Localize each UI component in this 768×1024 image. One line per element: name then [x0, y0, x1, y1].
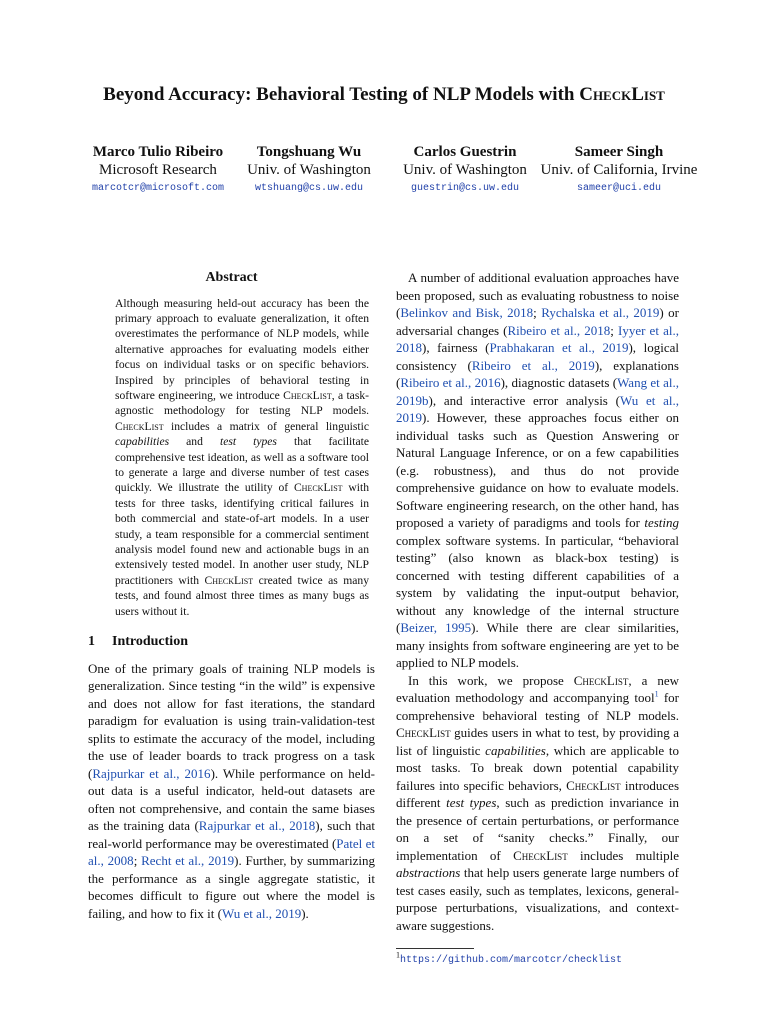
author-affiliation: Univ. of Washington — [247, 162, 371, 178]
left-column — [88, 269, 375, 922]
author-block-1 — [84, 144, 232, 198]
author-name: Tongshuang Wu — [256, 144, 362, 160]
citation-link[interactable]: Rajpurkar et al., 2018 — [198, 818, 316, 834]
author-block-2 — [238, 144, 380, 198]
abstract-heading: Abstract — [205, 270, 258, 285]
footnote-divider — [396, 948, 474, 949]
section-number: 1 — [88, 634, 95, 650]
citation-link[interactable]: Wang et al., 2019b — [396, 375, 679, 408]
author-block-4 — [534, 144, 704, 198]
citation-link[interactable]: Rajpurkar et al., 2016 — [92, 765, 211, 781]
citation-link[interactable]: Patel et al., 2008 — [88, 835, 375, 869]
footnote-url-link[interactable]: https://github.com/marcotcr/checklist — [400, 955, 623, 966]
intro-paragraph-3: In this work, we propose CheckList, a new evaluation methodology and accompanying tool$^1$ for comprehensive behavioral testing of NLP models. CheckList guides users in what to test, by providing a list of linguistic capabilities, which are applicable to most tasks. To break down potential capability failures into specific behaviors, CheckList introduces different test types, such as prediction invariance in the presence of certain perturbations, or performance on a set of “sanity checks.” Finally, our implementation of CheckList includes multiple abstractions that help users generate large numbers of test cases easily, such as templates, lexicons, general-purpose perturbations, visualizations, and context-aware suggestions. — [396, 672, 680, 933]
author-name: Sameer Singh — [574, 144, 664, 160]
citation-link[interactable]: Rychalska et al., 2019 — [541, 305, 660, 320]
title-tool-name: CheckList — [579, 84, 665, 105]
citation-link[interactable]: Iyyer et al., 2018 — [396, 322, 679, 355]
title-text: Beyond Accuracy: Behavioral Testing of NLP Models with — [103, 84, 580, 105]
author-email[interactable]: guestrin@cs.uw.edu — [410, 183, 520, 194]
author-name: Marco Tulio Ribeiro — [92, 144, 224, 160]
author-name: Carlos Guestrin — [413, 144, 517, 160]
section-heading-introduction — [88, 633, 375, 651]
paper-title — [0, 84, 768, 106]
citation-link[interactable]: Belinkov and Bisk, 2018 — [400, 305, 534, 320]
footnote-number: 1 — [396, 950, 400, 960]
author-affiliation: Univ. of California, Irvine — [540, 162, 698, 178]
citation-link[interactable]: Beizer, 1995 — [400, 620, 472, 635]
citation-link[interactable]: Wu et al., 2019 — [221, 905, 302, 921]
author-email[interactable]: sameer@uci.edu — [576, 183, 661, 194]
section-title: Introduction — [112, 634, 188, 650]
citation-link[interactable]: Ribeiro et al., 2016 — [400, 375, 501, 390]
author-affiliation: Univ. of Washington — [403, 162, 527, 178]
author-email[interactable]: marcotcr@microsoft.com — [91, 183, 225, 194]
author-affiliation: Microsoft Research — [99, 162, 217, 178]
abstract-text: Although measuring held-out accuracy has been the primary approach to evaluate generalization, it often overestimates the performance of NLP models, while alternative approaches for evaluating models either focus on individual tasks or on specific behaviors. Inspired by principles of behavioral testing in software engineering, we introduce CheckList, a task-agnostic methodology for testing NLP models. CheckList includes a matrix of general linguistic capabilities and test types that facilitate comprehensive test ideation, as well as a software tool to generate a large and diverse number of test cases quickly. We illustrate the utility of CheckList with tests for three tasks, identifying critical failures in both commercial and state-of-art models. In a user study, a team responsible for a commercial sentiment analysis model found new and actionable bugs in an extensively tested model. In another user study, NLP practitioners with CheckList created twice as many tests, and found almost three times as many bugs as users without it. — [115, 296, 369, 618]
citation-link[interactable]: Ribeiro et al., 2019 — [471, 357, 595, 373]
citation-link[interactable]: Ribeiro et al., 2018 — [507, 322, 611, 338]
author-email[interactable]: wtshuang@cs.uw.edu — [254, 183, 364, 194]
citation-link[interactable]: Wu et al., 2019 — [396, 392, 679, 425]
footnote — [396, 950, 679, 967]
author-block-3 — [394, 144, 536, 198]
right-column — [396, 269, 679, 967]
citation-link[interactable]: Prabhakaran et al., 2019 — [489, 340, 629, 355]
footnote-marker[interactable]: 1 — [654, 689, 659, 699]
intro-paragraph-1: One of the primary goals of training NLP models is generalization. Since testing “in the wild” is expensive and does not allow for fast iterations, the standard paradigm for evaluation is using train-validation-test splits to estimate the accuracy of the model, including the use of leader boards to track progress on a task (Rajpurkar et al., 2016). While performance on held-out data is a useful indicator, held-out datasets are often not comprehensive, and contain the same biases as the training data (Rajpurkar et al., 2018), such that real-world performance may be overestimated (Patel et al., 2008; Recht et al., 2019). Further, by summarizing the performance as a single aggregate statistic, it becomes difficult to figure out where the model is failing, and how to fix it (Wu et al., 2019). — [88, 660, 376, 921]
intro-paragraph-2: A number of additional evaluation approaches have been proposed, such as evaluating robustness to noise (Belinkov and Bisk, 2018; Rychalska et al., 2019) or adversarial changes (Ribeiro et al., 2018; Iyyer et al., 2018), fairness (Prabhakaran et al., 2019), logical consistency (Ribeiro et al., 2019), explanations (Ribeiro et al., 2016), diagnostic datasets (Wang et al., 2019b), and interactive error analysis (Wu et al., 2019). However, these approaches focus either on individual tasks such as Question Answering or Natural Language Inference, or on a few capabilities (e.g. robustness), and thus do not provide comprehensive guidance on how to evaluate models. Software engineering research, on the other hand, has proposed a variety of paradigms and tools for testing complex software systems. In particular, “behavioral testing” (also known as black-box testing) is concerned with testing different capabilities of a system by validating the input-output behavior, without any knowledge of the internal structure (Beizer, 1995). While there are clear similarities, many insights from software engineering are yet to be applied to NLP models. — [396, 270, 679, 670]
citation-link[interactable]: Recht et al., 2019 — [141, 853, 235, 869]
